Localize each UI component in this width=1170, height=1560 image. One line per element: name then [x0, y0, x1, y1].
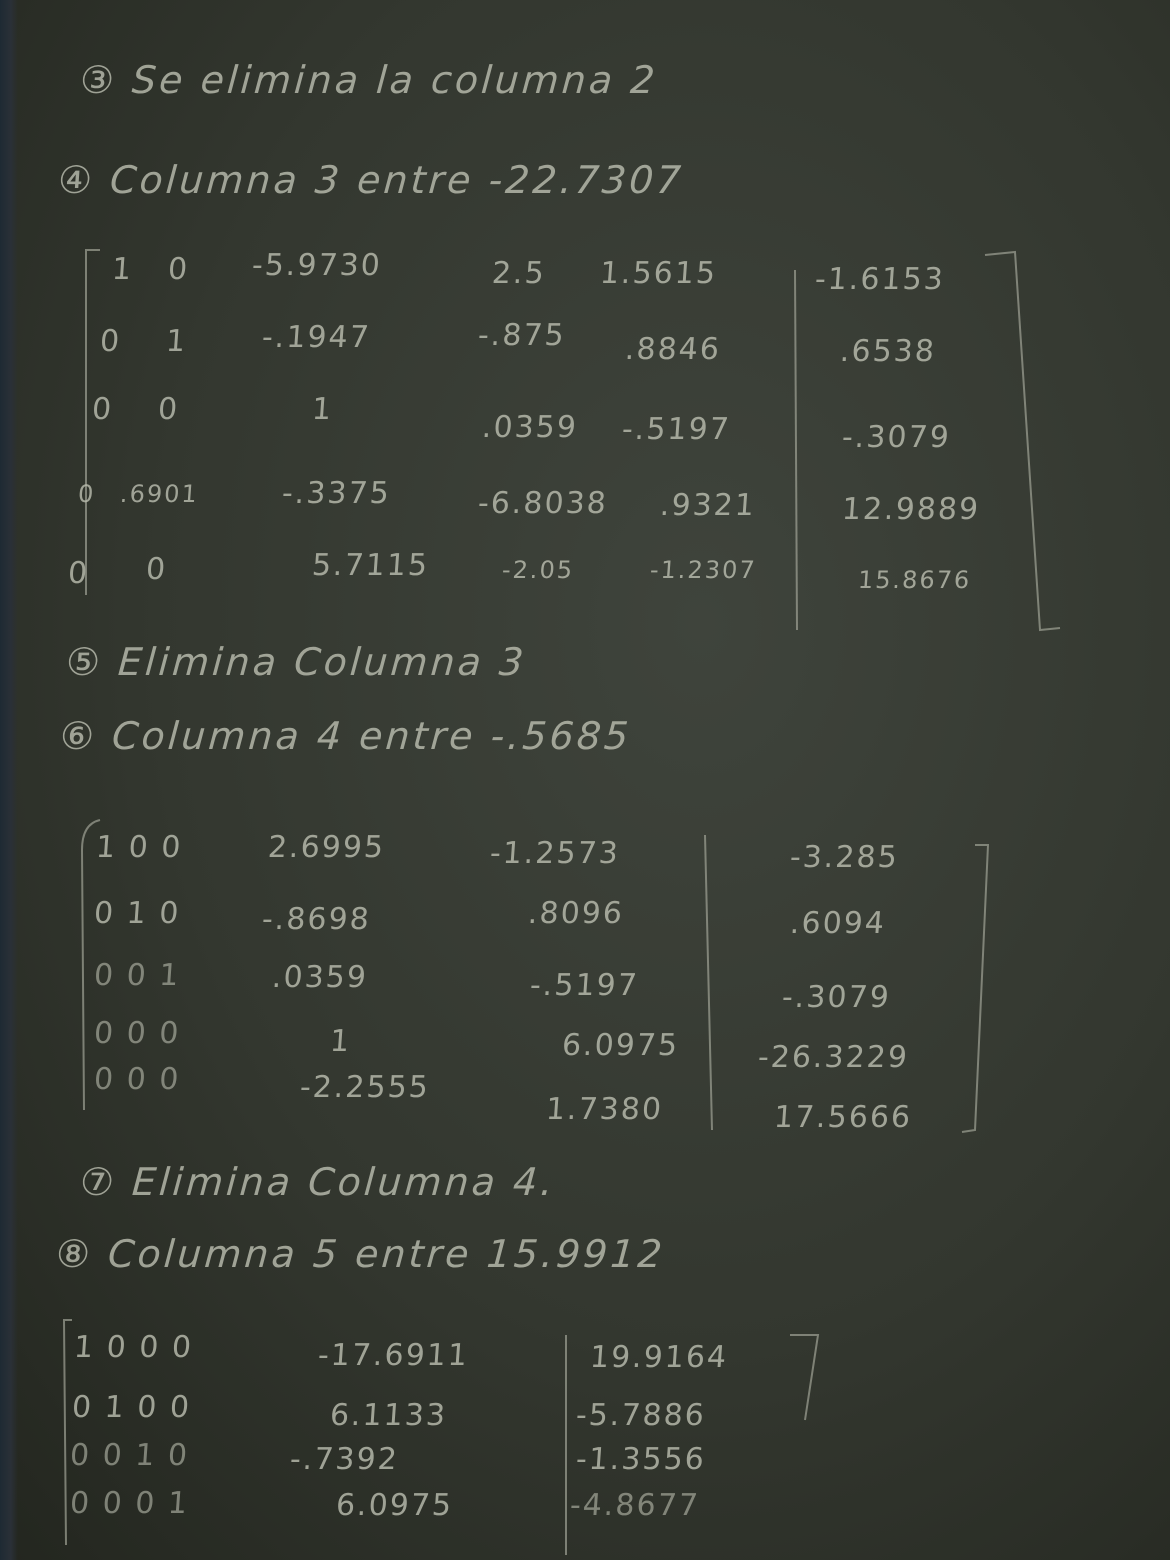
matrix1-cell: .6901 — [119, 480, 200, 508]
matrix3-identity-cols: 1 0 0 0 — [72, 1330, 195, 1365]
matrix2-cell: -26.3229 — [756, 1040, 911, 1075]
matrix2-cell: -1.2573 — [488, 836, 622, 871]
matrix1-cell: -.3375 — [280, 476, 392, 511]
matrix1-right-bracket — [985, 252, 1060, 630]
matrix1-cell: 2.5 — [490, 256, 547, 291]
step6-heading: ⑥ Columna 4 entre -.5685 — [58, 714, 633, 758]
matrix2-identity-cols: 0 1 0 — [92, 896, 182, 931]
matrix2-cell: .0359 — [270, 960, 370, 995]
matrix2-cell: -.8698 — [260, 902, 372, 937]
matrix3-cell: 6.0975 — [334, 1488, 455, 1523]
matrix3-cell: -17.6911 — [316, 1338, 471, 1373]
matrix1-cell: 0 — [90, 392, 115, 427]
matrix1-cell: 0 — [166, 252, 191, 287]
matrix1-cell: -6.8038 — [476, 486, 610, 521]
matrix1-divider — [795, 270, 797, 630]
matrix1-cell: 5.7115 — [310, 548, 431, 583]
step5-heading: ⑤ Elimina Columna 3 — [64, 640, 528, 684]
matrix2-cell: 17.5666 — [772, 1100, 914, 1135]
matrix2-cell: -.3079 — [780, 980, 892, 1015]
matrix1-cell: -.1947 — [260, 320, 372, 355]
step4-heading: ④ Columna 3 entre -22.7307 — [56, 158, 686, 202]
matrix1-cell: -1.2307 — [649, 556, 758, 584]
matrix1-cell: 12.9889 — [840, 492, 982, 527]
step8-heading: ⑧ Columna 5 entre 15.9912 — [54, 1232, 667, 1276]
matrix2-identity-cols: 0 0 1 — [92, 958, 182, 993]
matrix1-cell: 0 — [144, 552, 169, 587]
matrix1-cell: 1 — [164, 324, 189, 359]
matrix1-cell: 0 — [77, 480, 97, 508]
matrix3-cell: -4.8677 — [568, 1488, 702, 1523]
matrix2-identity-cols: 0 0 0 — [92, 1062, 182, 1097]
matrix1-cell: .6538 — [838, 334, 938, 369]
matrix2-identity-cols: 1 0 0 — [94, 830, 184, 865]
matrix2-cell: 1 — [328, 1024, 353, 1059]
matrix1-cell: .0359 — [480, 410, 580, 445]
matrix3-identity-cols: 0 1 0 0 — [70, 1390, 193, 1425]
matrix2-identity-cols: 0 0 0 — [92, 1016, 182, 1051]
matrix3-cell: 6.1133 — [328, 1398, 449, 1433]
matrix2-cell: 1.7380 — [544, 1092, 665, 1127]
matrix1-cell: 1 — [310, 392, 335, 427]
matrix2-divider — [705, 835, 712, 1130]
matrix3-right-bracket — [790, 1335, 818, 1420]
matrix1-cell: .9321 — [658, 488, 758, 523]
matrix3-cell: -5.7886 — [574, 1398, 708, 1433]
matrix3-cell: -.7392 — [288, 1442, 400, 1477]
matrix3-identity-cols: 0 0 1 0 — [68, 1438, 191, 1473]
matrix1-cell: 0 — [156, 392, 181, 427]
matrix1-cell: -.3079 — [840, 420, 952, 455]
matrix1-cell: -2.05 — [501, 556, 576, 584]
matrix3-cell: 19.9164 — [588, 1340, 730, 1375]
matrix1-cell: -1.6153 — [813, 262, 947, 297]
matrix2-cell: .6094 — [788, 906, 888, 941]
matrix3-identity-cols: 0 0 0 1 — [68, 1486, 191, 1521]
matrix2-cell: 2.6995 — [266, 830, 387, 865]
matrix1-cell: 1.5615 — [598, 256, 719, 291]
step7-heading: ⑦ Elimina Columna 4. — [78, 1160, 557, 1204]
matrix1-cell: -5.9730 — [250, 248, 384, 283]
step3-heading: ③ Se elimina la columna 2 — [78, 58, 660, 102]
matrix1-cell: -.875 — [476, 318, 567, 353]
matrix3-cell: -1.3556 — [574, 1442, 708, 1477]
matrix1-cell: 0 — [98, 324, 123, 359]
matrix1-cell: 15.8676 — [857, 566, 973, 594]
matrix2-cell: .8096 — [526, 896, 626, 931]
matrix1-cell: -.5197 — [620, 412, 732, 447]
matrix2-cell: -.5197 — [528, 968, 640, 1003]
matrix2-cell: -3.285 — [788, 840, 900, 875]
matrix2-cell: -2.2555 — [298, 1070, 432, 1105]
matrix2-cell: 6.0975 — [560, 1028, 681, 1063]
matrix2-right-bracket — [962, 845, 988, 1132]
matrix1-cell: 0 — [66, 556, 91, 591]
matrix1-cell: .8846 — [623, 332, 723, 367]
matrix1-cell: 1 — [110, 252, 135, 287]
